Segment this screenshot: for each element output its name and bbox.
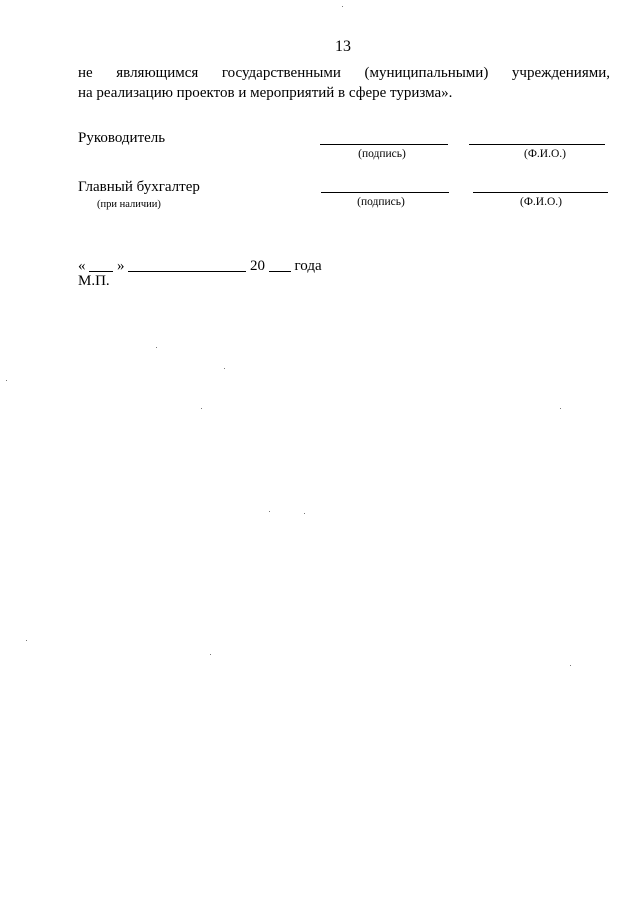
paragraph-line-1: не являющимся государственными (муниципальными) учреждениями, xyxy=(78,65,610,81)
head-name-line xyxy=(469,144,605,145)
date-line xyxy=(78,257,322,275)
accountant-signature-line xyxy=(321,192,449,193)
scan-speck xyxy=(201,408,202,409)
scan-speck xyxy=(269,511,270,512)
accountant-name-caption: (Ф.И.О.) xyxy=(520,196,562,208)
page-number: 13 xyxy=(335,38,351,55)
scan-speck xyxy=(570,665,571,666)
scan-speck xyxy=(304,513,305,514)
accountant-label: Главный бухгалтер xyxy=(78,179,200,195)
scan-speck xyxy=(156,347,157,348)
day-blank xyxy=(89,257,113,272)
date-close-quote: » xyxy=(117,258,125,274)
year-blank xyxy=(269,257,291,272)
scan-speck xyxy=(560,408,561,409)
head-label: Руководитель xyxy=(78,130,166,146)
head-signature-line xyxy=(320,144,448,145)
accountant-name-line xyxy=(473,192,608,193)
year-suffix: года xyxy=(294,258,322,274)
accountant-signature-caption: (подпись) xyxy=(357,196,405,208)
accountant-note: (при наличии) xyxy=(97,199,161,210)
date-open-quote: « xyxy=(78,258,86,274)
scan-speck xyxy=(224,368,225,369)
scan-speck xyxy=(342,6,343,7)
paragraph-line-2: на реализацию проектов и мероприятий в сфере туризма». xyxy=(78,85,453,101)
head-signature-caption: (подпись) xyxy=(358,148,406,160)
year-prefix: 20 xyxy=(250,258,265,274)
scan-speck xyxy=(210,654,211,655)
scan-speck xyxy=(26,640,27,641)
month-blank xyxy=(128,257,246,272)
stamp-label: М.П. xyxy=(78,273,110,289)
scan-speck xyxy=(6,380,7,381)
head-name-caption: (Ф.И.О.) xyxy=(524,148,566,160)
